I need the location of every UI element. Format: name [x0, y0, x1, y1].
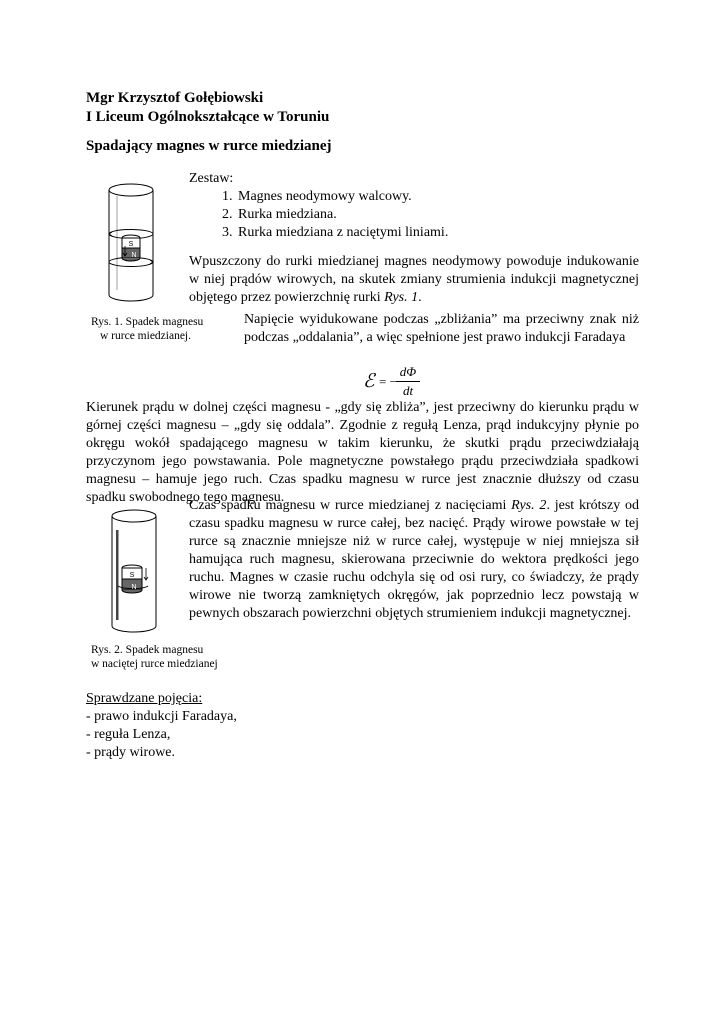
paragraph4-text: . jest krótszy od czasu spadku magnesu w rurce całej, bez nacięć. Prądy wirowe powstałe w tej rurce są znacznie mniejsze niż w rurce całej, występuje w niej mniejsza sił hamująca ruch magnesu, skierowana przeciwnie do wektora prędkości jego ruchu. Magnes w czasie ruchu odchyla się od osi rury, co świadczy, że prądy wirowe nie tworzą zamkniętych okręgów, jak poprzednio lecz powstają w pewnych obszarach powierzchni objętych strumieniem indukcji magnetycznej. [189, 498, 639, 621]
figure1-caption-line2: w rurce miedzianej. [100, 330, 191, 342]
figure1-caption-line1: Rys. 1. Spadek magnesu [91, 316, 204, 328]
author-name: Mgr Krzysztof Gołębiowski [86, 90, 264, 106]
figure2-caption-line1: Rys. 2. Spadek magnesu [91, 644, 204, 656]
figure1-pole-n: N [131, 252, 137, 259]
fraction-bar [396, 381, 420, 382]
paragraph-cut-tube [189, 497, 639, 623]
paragraph4-start: Czas spadku magnesu w rurce miedzianej z nacięciami [189, 498, 512, 513]
emf-symbol: ℰ [363, 371, 375, 392]
concepts-list [86, 708, 237, 762]
figure2-caption-line2: w naciętej rurce miedzianej [91, 658, 218, 670]
figure2-cut-copper-tube [100, 506, 168, 638]
kit-section [189, 170, 489, 242]
concept-item: - prądy wirowe. [86, 745, 176, 760]
figure2-pole-s: S [129, 572, 135, 579]
concept-item: - reguła Lenza, [86, 727, 171, 742]
concepts-heading: Sprawdzane pojęcia: [86, 691, 203, 706]
paragraph4-figure-ref: Rys. 2 [511, 498, 547, 513]
formula-numerator: dΦ [399, 364, 417, 379]
figure2-pole-n: N [131, 584, 137, 591]
concepts-section [86, 690, 237, 762]
page-title: Spadający magnes w rurce miedzianej [86, 138, 332, 154]
faraday-formula [363, 364, 443, 398]
kit-label: Zestaw: [189, 171, 234, 186]
paragraph1-text: Wpuszczony do rurki miedzianej magnes neodymowy powoduje indukowanie w niej prądów wirowych, na skutek zmiany strumienia indukcji magnetycznej objętego przez powierzchnię rurki [189, 254, 639, 305]
paragraph-induction-intro [189, 253, 639, 307]
figure1-copper-tube [96, 180, 166, 305]
figure1-pole-s: S [128, 241, 134, 248]
kit-item: 1. Magnes neodymowy walcowy. [236, 188, 489, 206]
paragraph-lenz-rule: Kierunek prądu w dolnej części magnesu - „gdy się zbliża”, jest przeciwny do kierunku prądu w górnej części magnesu – „gdy się oddala”. Zgodnie z regułą Lenza, prąd indukcyjny płynie po okręgu wokół spadającego magnesu w takim kierunku, że skutki prądu przeciwdziałają przyczynom jego powstawania. Pole magnetyczne powstałego prądu przeciwdziała spadkowi magnesu – hamuje jego ruch. Czas spadku magnesu w rurce jest znacznie dłuższy od czasu spadku swobodnego tego magnesu. [86, 400, 639, 505]
formula-denominator: dt [402, 383, 414, 398]
formula-equals: = − [379, 374, 397, 389]
concept-item: - prawo indukcji Faradaya, [86, 709, 237, 724]
school-name: I Liceum Ogólnokształcące w Toruniu [86, 109, 330, 125]
kit-item: 3. Rurka miedziana z naciętymi liniami. [236, 224, 489, 242]
paragraph1-end: . [418, 290, 422, 305]
paragraph1-figure-ref: Rys. 1 [384, 290, 419, 305]
kit-list [189, 188, 489, 242]
kit-item: 2. Rurka miedziana. [236, 206, 489, 224]
paragraph-faraday: Napięcie wyidukowane podczas „zbliżania” ma przeciwny znak niż podczas „oddalania”, a więc spełnione jest prawo indukcji Faradaya [244, 312, 639, 345]
